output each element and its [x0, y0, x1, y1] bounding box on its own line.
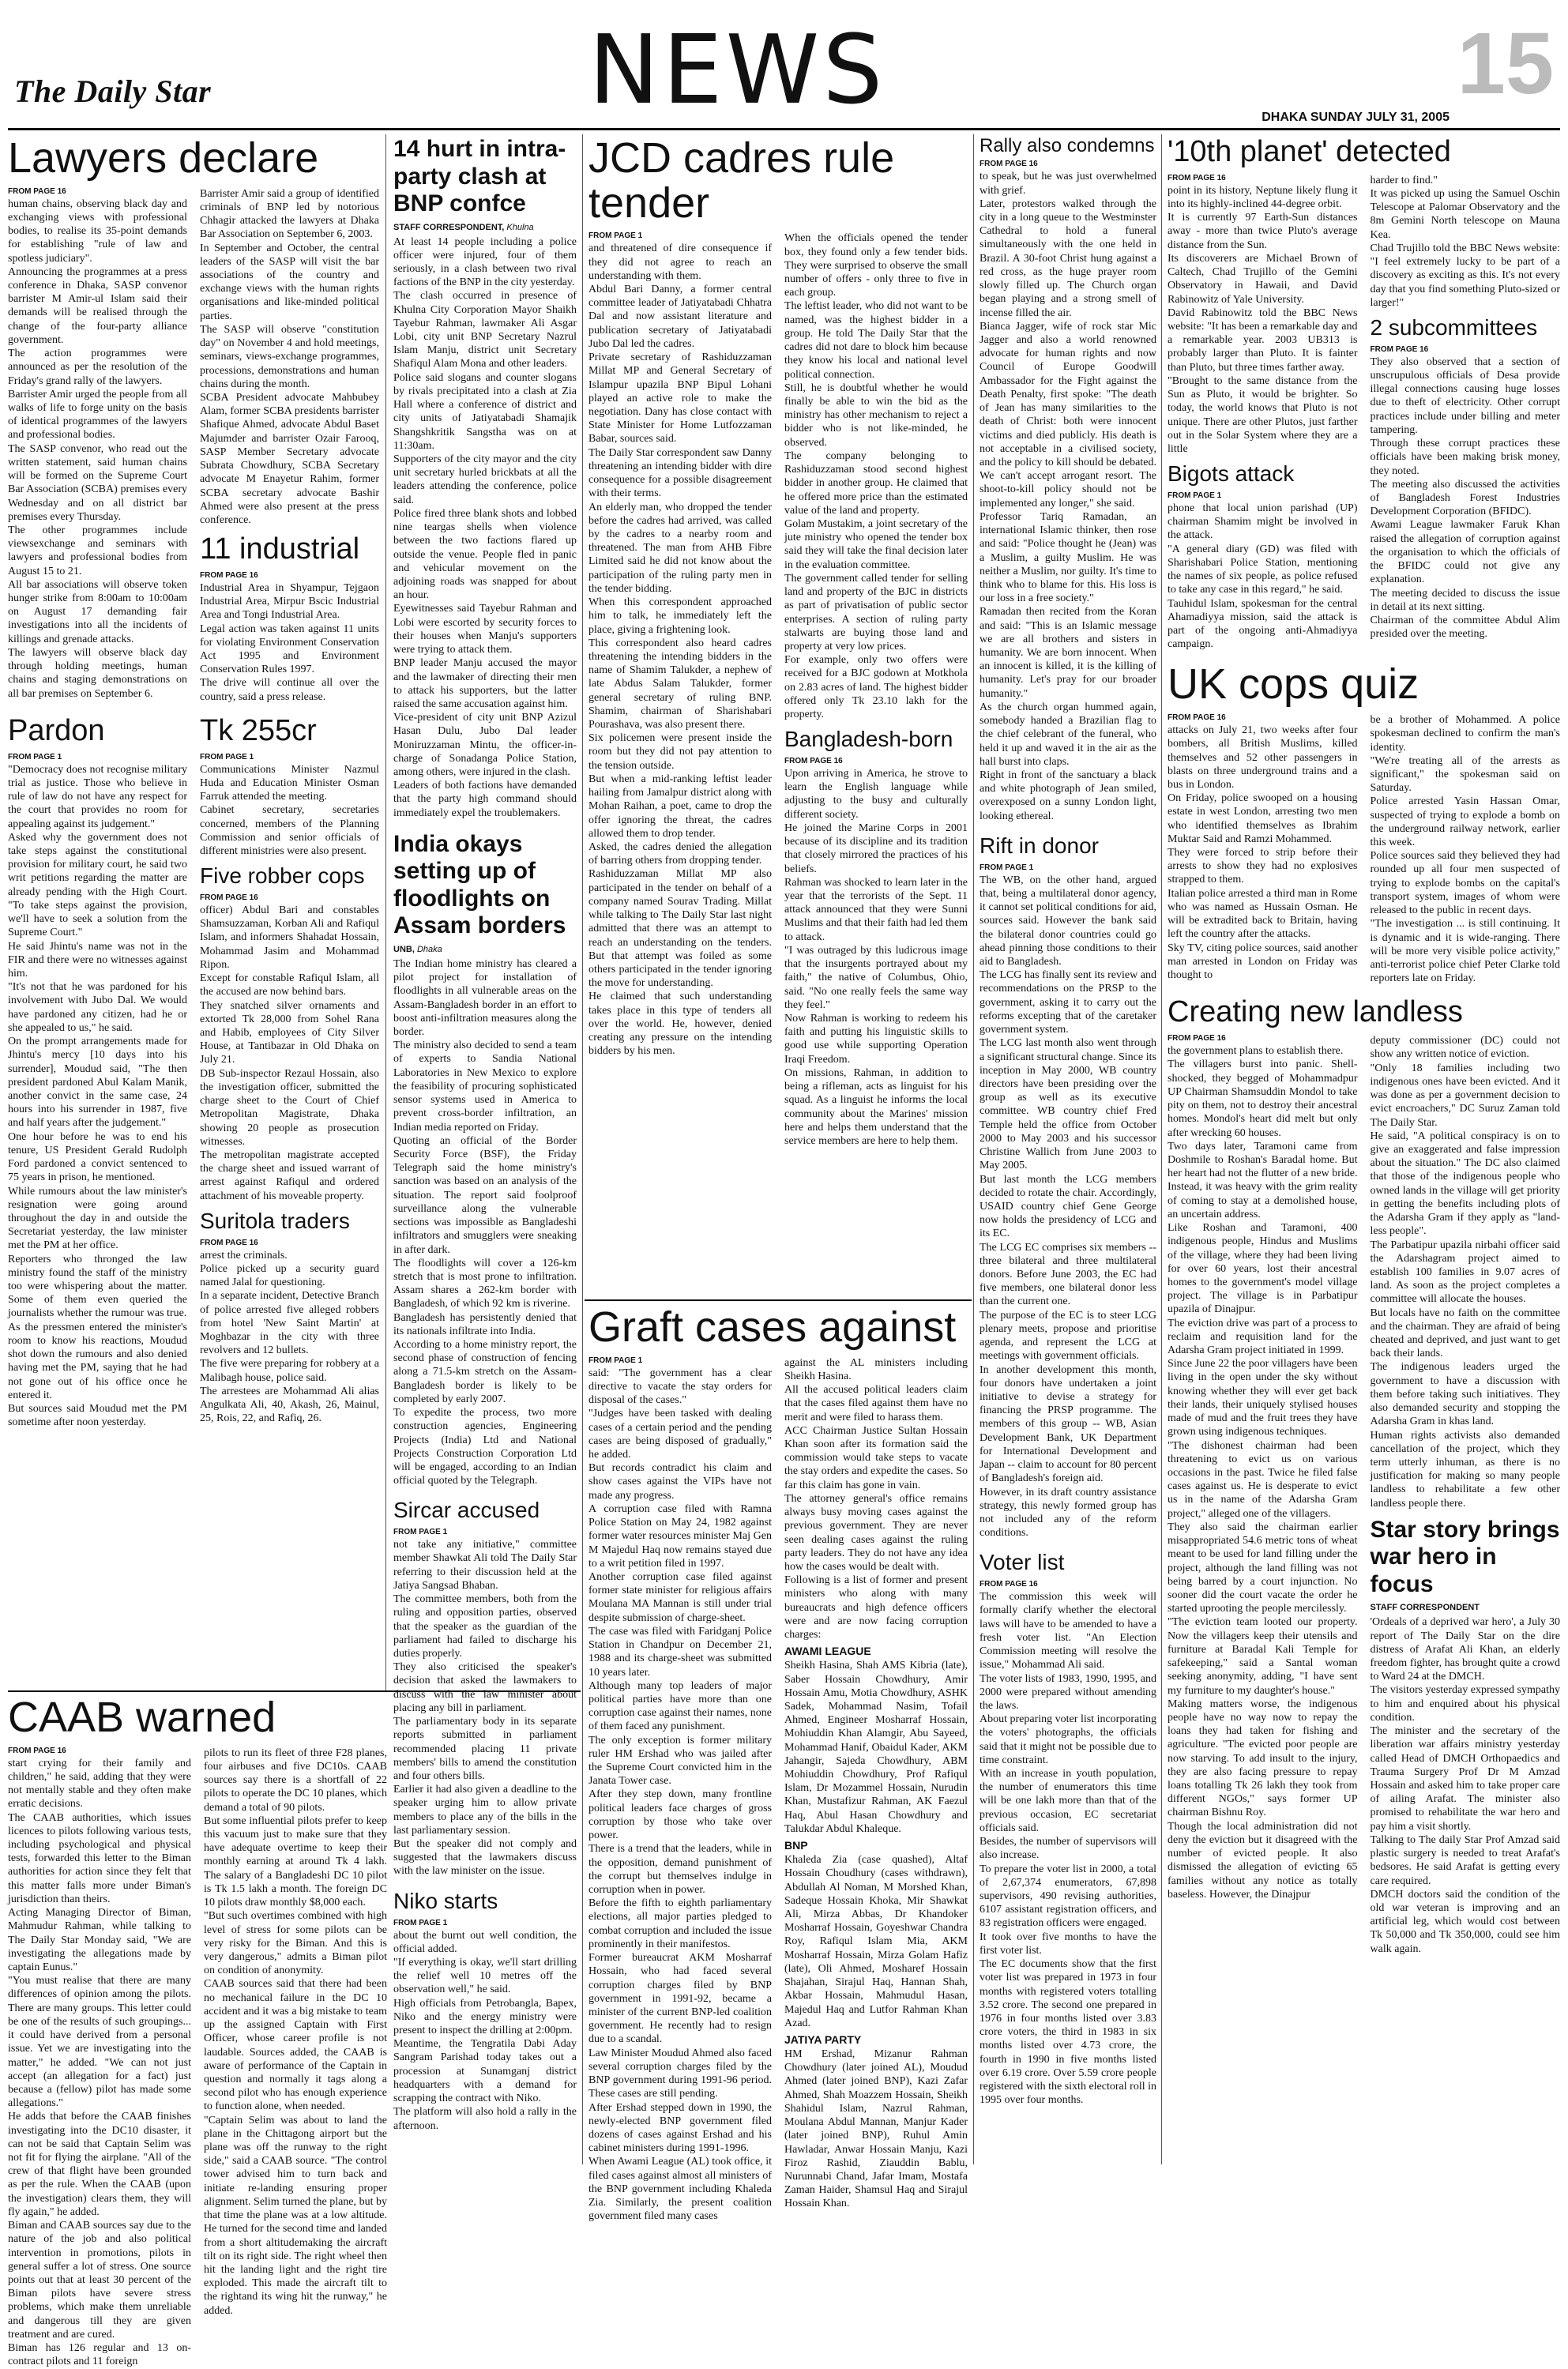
story-text: to speak, but he was just overwhelmed with grief. Later, protestors walked through the city in a long queue to the Westminster Cathedral to hold a funeral simultaneously with the one held in Brazil. A 30-foot Christ hung against a red cross, as the huge prayer room slowly filled up. The Church organ began playing and a strong smell of incense filled the air. Bianca Jagger, wife of rock star Mic Jagger and also a world renowned advocate for human rights and now Council of Europe Goodwill Ambassador for the Fight against the Death Penalty, first spoke: "The death of Jean has many similarities to the death of Christ: both were innocent victims and died publicly. His death is not acceptable in a civilised society, and the policy to kill should be debated. We can't accept arrogant resort. The shoot-to-kill policy should not be implemented any longer," she said. Professor Tariq Ramadan, an international Islamic thinker, then rose and said: "Police thought he (Jean) was a Muslim, a guilty Muslim. He was neither a Muslim, nor guilty. It's time to think who to blame for this. His loss is our loss in a free society." Ramadan then recited from the Koran and said: "This is an Islamic message we are all brothers and sisters in humanity. We are born innocent. When an innocent is killed, it is the killing of humanity. Let's pray for our broader humanity." As the church organ hummed again, somebody handed a Brazilian flag to the chief celebrant of the funeral, who held it up and waved it in the air as the hall burst into claps. Right in front of the sanctuary a black and white photograph of Jean smiled, overexposed on a sunny London light, looking ethereal. [980, 171, 1156, 822]
headline: UK cops quiz [1168, 660, 1419, 709]
story-text: Khaleda Zia (case quashed), Altaf Hossain Choudhury (cases withdrawn), Abdullah Al Noman, M Morshed Khan, Sadeque Hossain Khoka, Mir Shawkat Ali, Mirza Abbas, Dr Khandoker Mosharraf Hossain, Goyeshwar Chandra Roy, Rafiqul Islam Mia, AKM Mosharraf Hossain, Mirza Golam Hafiz (late), Oli Ahmed, Mosharef Hossain Shajahan, Sirajul Haq, Hannan Shah, Akbar Hossain, Mahmudul Hasan, Majedul Haq and Lutfor Rahman Khan Azad. [784, 1854, 968, 2029]
story-column [200, 187, 379, 704]
story-text: "Democracy does not recognise military trial as justice. Those who believe in rule of law do not have any respect for the court that provides no room for appealing against its judgement." Asked why the government does not take steps against the constitutional provision for military court, he said two writ petitions regarding the matter are already pending with the High Court. "To take steps against the provision, we'll have to seek a solution from the Supreme Court." He said Jhintu's name was not in the FIR and there were no witnesses against him. "It's not that he was pardoned for his involvement with Jubo Dal. We would have pardoned any citizen, had he or she appealed to us," he said. On the prompt arrangements made for Jhintu's mercy [10 days into his surrender], Moudud said, "The then president pardoned Abul Kalam Manik, another convict in the same case, 24 hours into his surrender in 1987, five and half years after the judgement." One hour before he was to end his tenure, US President Gerald Rudolph Ford pardoned a convict sentenced to 75 years in prison, he mentioned. While rumours about the law minister's resignation were going around throughout the day in and outside the Secretariat yesterday, the law minister met the PM at her office. Reporters who thronged the law ministry found the staff of the ministry too were whispering about the matter. Some of them even queried the journalists whether the rumour was true. As the pressmen entered the minister's room to know his reactions, Moudud shot down the rumours and also denied having met the PM, saying that he had not gone out of his office once he entered it. But sources said Moudud met the PM sometime after noon yesterday. [8, 763, 187, 1429]
story-10th-planet [1168, 136, 1560, 651]
story-column [8, 1747, 191, 2369]
story-text: about the burnt out well condition, the official added. "If everything is okay, we'll start drilling the relief well 10 metres off the observation well," he said. High officials from Petrobangla, Bapex, Niko and the energy ministry were present to inspect the drilling at 2:00pm. Meantime, the Tengratila Dabi Aday Sangram Parishad today takes out a procession at Sunamganj district headquarters with a demand for scrapping the contract with Niko. The platform will also hold a rally in the afternoon. [393, 1929, 577, 2132]
jump-line: FROM PAGE 16 [980, 160, 1038, 169]
jump-line: FROM PAGE 16 [200, 1238, 258, 1247]
story-rally [980, 136, 1156, 823]
story-column [1168, 1034, 1358, 1956]
column-rule [1161, 134, 1162, 2164]
section-title: NEWS [588, 16, 886, 126]
story-text: Upon arriving in America, he strove to learn the English language while adjusting to the busy and culturally different society. He joined the Marine Corps in 2001 because of its discipline and its tradition that closely mirrored the practices of his beliefs. Rahman was shocked to learn later in the year that the terrorists of the Sept. 11 attack announced that they were Sunni Muslims and that their faith had led them to attack. "I was outraged by this ludicrous image that the insurgents portrayed about my faith," the native of Columbus, Ohio, said. "No one really feels the same way they feel." Now Rahman is working to redeem his faith and putting his linguistic skills to good use while supporting Operation Iraqi Freedom. On missions, Rahman, in addition to being a rifleman, acts as linguist for his squad. As a linguist he informs the local community about the Marines' mission here and helps them understand that the service members are here to help them. [784, 768, 968, 1147]
story-text: The commission this week will formally clarify whether the electoral laws will have to be amended to have a fresh voter list. "An Election Commission meeting will resolve the issue," Mohammad Ali said. The voter lists of 1983, 1990, 1995, and 2000 were prepared without amending the laws. About preparing voter list incorporating the voters' photographs, the officials said that it might not be possible due to time constraint. With an increase in youth population, the number of enumerators this time will be one lakh more than that of the previous occasion, EC secretariat officials said. Besides, the number of supervisors will also increase. To prepare the voter list in 2000, a total of 2,67,374 enumerators, 67,898 supervisors, 490 revising authorities, 6107 assistant registration officers, and 83 registration officers were engaged. It took over five months to have the first voter list. The EC documents show that the first voter list was prepared in 1973 in four months with registered voters totalling 3.52 crore. The second one prepared in 1976 in four months listed over 3.83 crore voters, the third in 1983 in six months listed over 4.73 crore, the fourth in 1990 in five months listed over 6.19 crore. Over 5.59 crore people registered with the sixth electoral roll in 1995 over four months. [980, 1591, 1156, 2107]
story-text: harder to find." It was picked up using the Samuel Oschin Telescope at Palomar Observatory and the 8m Gemini North telescope on Mauna Kea. Chad Trujillo told the BBC News website: "I feel extremely lucky to be part of a discovery as exciting as this. It's not every day that you find something Pluto-sized or larger!" [1370, 174, 1560, 309]
story-column [588, 231, 772, 1148]
headline: '10th planet' detected [1168, 135, 1451, 168]
story-column [200, 715, 379, 1430]
story-text: Communications Minister Nazmul Huda and Education Minister Osman Farruk attended the meeting. Cabinet secretary, secretaries concerned, members of the Planning Commission and senior officials of different ministries were also present. [200, 763, 379, 858]
subhead: AWAMI LEAGUE [784, 1645, 871, 1658]
story-text: point in its history, Neptune likely flung it into its highly-inclined 44-degree orbit. It is currently 97 Earth-Sun distances away - more than twice Pluto's average distance from the Sun. Its discoverers are Michael Brown of Caltech, Chad Trujillo of the Gemini Observatory in Hawaii, and David Rabinowitz of Yale University. David Rabinowitz told the BBC News website: "It has been a remarkable day and a remarkable year. 2003 UB313 is probably larger than Pluto. It is fainter than Pluto, but three times farther away. "Brought to the same distance from the Sun as Pluto, it would be brighter. So today, the world knows that Pluto is not unique. There are other Plutos, just farther out in the Solar System where they are a little [1168, 184, 1358, 455]
story-text: and threatened of dire consequence if they did not agree to reach an understanding with them. Abdul Bari Danny, a former central committee leader of Jatiyatabadi Chhatra Dal and now assistant literature and publication secretary of Jatiyatabadi Jubo Dal led the cadres. Private secretary of Rashiduzzaman Millat MP and General Secretary of Islampur upazila BNP Bipul Lohani played an active role to make the negotiation. Dany has close contact with State Minister for Home Lutfozzaman Babar, sources said. The Daily Star correspondent saw Danny threatening an intending bidder with dire consequence for a possible disagreement with their terms. An elderly man, who dropped the tender before the cadres had arrived, was called by the cadres to a nearby room and threatened. The man from AHB Fibre Limited said he did not know about the participation of the ruling party men in the tender bidding. When this correspondent approached him to talk, he immediately left the place, giving a frightening look. This correspondent also heard cadres threatening the intending bidders in the name of Shamim Talukder, a nephew of late Abdus Salam Talukder, former general secretary of ruling BNP. Shamim, chairman of Sharishabari Pourashava, was also present there. Six policemen were present inside the room but they did not pay attention to the tension outside. But when a mid-ranking leftist leader hailing from Jamalpur district along with Mohan Raihan, a poet, came to drop the offer ignoring the threat, the cadres allowed them to drop tender. Asked, the cadres denied the allegation of barring others from dropping tender. Rashiduzzaman Millat MP also participated in the tender on behalf of a company named Sourav Trading. Millat while talking to The Daily Star last night admitted that there was an attempt to reach an understanding on the tenders. But that attempt was foiled as some others participated in the tender ignoring the move for understanding. He claimed that such understanding takes place in this type of tenders all over the world. He, however, denied creating any pressure on the intending bidders by his men. [588, 243, 772, 1058]
jump-line: FROM PAGE 16 [8, 1746, 66, 1755]
column-rule [582, 134, 583, 2164]
jump-line: FROM PAGE 16 [200, 893, 258, 903]
jump-line: FROM PAGE 16 [1168, 1034, 1226, 1043]
story-niko [393, 1890, 577, 2133]
jump-line: FROM PAGE 16 [1168, 713, 1226, 723]
story-uk-cops [1168, 662, 1560, 985]
story-text: against the AL ministers including Sheikh Hasina. All the accused political leaders claim that the cases filed against them have no merit and were filed to harass them. ACC Chairman Justice Sultan Hossain Khan soon after its formation said the commission would take steps to vacate the stay orders and expedite the cases. So far this claim has gone in vain. The attorney general's office remains always busy moving cases against the previous government. They are never seen dealing cases against the ruling party leaders. They do not have any idea how the cases would be dealt with. Following is a list of former and present ministers who along with many bureaucrats and high defence officers were and are now facing corruption charges: [784, 1356, 968, 1641]
masthead [0, 0, 1568, 134]
story-voter-list [980, 1551, 1156, 2107]
story-lawyers-declare [8, 136, 379, 704]
story-columns [8, 1747, 387, 2369]
jump-line: FROM PAGE 16 [784, 757, 843, 766]
story-text: said: "The government has a clear directive to vacate the stay orders for disposal of the cases." "Judges have been tasked with dealing cases of a certain period and the pending cases are being disposed of gradually," he added. But records contradict his claim and show cases against the VIPs have not made any progress. A corruption case filed with Ramna Police Station on May 24, 1982 against former water resources minister Maj Gen M Majedul Haq now remains stayed due to a writ petition filed in 1997. Another corruption case filed against former state minister for religious affairs Moulana MA Mannan is still under trial despite submission of charge-sheet. The case was filed with Faridganj Police Station in Chandpur on December 21, 1988 and its charge-sheet was submitted 10 years later. Although many top leaders of major political parties have more than one corruption case against their names, none of them faced any punishment. The only exception is former military ruler HM Ershad who was jailed after the Supreme Court convicted him in the Janata Tower case. After they step down, many frontline political leaders face charges of gross corruption by those who take over power. There is a trend that the leaders, while in the opposition, demand punishment of the corrupt but themselves indulge in corruption when in power. Before the fifth to eighth parliamentary elections, all major parties pledged to combat corruption and included the issue prominently in their manifestos. Former bureaucrat AKM Mosharraf Hossain, who had faced several corruption charges filed by BNP government in 1991-92, became a minister of the current BNP-led coalition government. He recently had to resign due to a scandal. Law Minister Moudud Ahmed also faced several corruption charges filed by the BNP government during 1991-96 period. These cases are still pending. After Ershad stepped down in 1990, the newly-elected BNP government filed dozens of cases against Ershad and his cabinet ministers during 1991-1996. When Awami League (AL) took office, it filed cases against almost all ministers of the BNP government including Khaleda Zia. Similarly, the present coalition government filed many cases [588, 1367, 772, 2223]
newspaper-logo: The Daily Star [14, 73, 212, 109]
story-text: the government plans to establish there. The villagers burst into panic. Shell-shocked, they begged of Mohammadpur UP Chairman Shamsuddin Mondol to take pity on them, not to destroy their ancestral homes. Mondol's heart did melt but only after wrecking 60 houses. Two days later, Taramoni came from Doshmile to Roshan's Baradal home. But her heart had not the flutter of a new bride. Instead, it was heavy with the grim reality of coming to stay at a demolished house, an uncertain address. Like Roshan and Taramoni, 400 indigenous people, Hindus and Muslims of the village, where they had been living for over 60 years, lost their ancestral homes to the government's model village project. The village is in Parbatipur upazila of Dinajpur. The eviction drive was part of a process to reclaim and requisition land for the Adarsha Gram project initiated in 1999. Since June 22 the poor villagers have been living in the open under the sky without knowing whether they will ever get back their lands, their uniquely stylised houses made of mud and the fruit trees they have grown using indigenous techniques. "The dishonest chairman had been threatening to evict us on various occasions in the past. Twice he filed false cases against us. He is desperate to evict us in the name of the Adarsha Gram project," alleged one of the villagers. They also said the chairman earlier misappropriated 54.6 metric tons of wheat meant to be used for land filling under the project, although the land filling was not being barred by a court injunction. No sooner did the court vacate the order he started uprooting the people mercilessly. "The eviction team looted our property. Now the villagers keep their utensils and furniture at Baradal Kali Temple for safekeeping," said a Santal woman seeking anonymity, adding, "I have sent my furniture to my daughter's house." Making matters worse, the indigenous people have no way now to repay the loans they had taken for fishing and agriculture. "The evicted poor people are now starving. To add insult to the injury, they are also facing pressure to repay loans totalling Tk 26 lakh they took from different NGOs," says former UP chairman Bishnu Roy. Though the local administration did not deny the eviction but it disagreed with the number of evicted people. It also dismissed the allegation of evicting 65 families without any notice as totally baseless. However, the Dinajpur [1168, 1045, 1358, 1901]
headline: Pardon [8, 713, 105, 747]
headline: JCD cadres rule tender [588, 134, 895, 227]
subhead: JATIYA PARTY [784, 2032, 862, 2046]
story-column [784, 1356, 968, 2224]
story-text: human chains, observing black day and exchanging views with professional bodies, to realise its 35-point demands for establishing "rule of law and spotless judiciary". Announcing the programmes at a press conference in Dhaka, SASP convenor barrister M Amir-ul Islam said their demands will be realised through the change of the four-party alliance government. The action programmes were announced as per the resolution of the Friday's grand rally of the lawyers. Barrister Amir urged the people from all walks of life to forge unity on the basis of identical programmes of the lawyers and professional bodies. The SASP convenor, who read out the written statement, said human chains will be formed on the Supreme Court Bar Association (SCBA) premises every Wednesday and on all district bar premises every Thursday. The other programmes include viewsexchange and seminars with lawyers and professional bodies from August 15 to 21. All bar associations will observe token hunger strike from 8:00am to 10:00am on August 17 demanding fair investigations into all the incidents of killings and grenade attacks. The lawyers will observe black day through holding meetings, human chains and staging demonstrations on all bar premises on September 6. [8, 197, 187, 700]
story-columns [1168, 1034, 1560, 1956]
jump-line: FROM PAGE 1 [200, 752, 254, 761]
story-text: be a brother of Mohammed. A police spokesman declined to confirm the man's identity. "We're treating all of the arrests as significant," the spokesman said on Saturday. Police arrested Yasin Hassan Omar, suspected of trying to explode a bomb on the underground railway network, earlier this week. Police sources said they believed they had rounded up all four men suspected of trying to explode bombs on the capital's transport system, images of whom were released to the public in recent days. "The investigation ... is still continuing. It is dynamic and it is wide-ranging. There will be more very visible police activity," anti-terrorist police chief Peter Clarke told reporters late on Friday. [1370, 714, 1560, 985]
story-text: arrest the criminals. Police picked up a security guard named Jalal for questioning. In a separate incident, Detective Branch of police arrested five alleged robbers from hotel 'New Saint Martin' at Moghbazar in the city with three revolvers and 12 bullets. The five were preparing for robbery at a Malibagh house, police said. The arrestees are Mohammad Ali alias Angulkata Ali, 40, Akash, 26, Mainul, 25, Rois, 22, and Rafiq, 26. [200, 1249, 379, 1425]
byline: STAFF CORRESPONDENT [1370, 1603, 1480, 1613]
story-text: At least 14 people including a police officer were injured, four of them seriously, in a clash between two rival factions of the BNP in the city yesterday. The clash occurred in presence of Khulna City Corporation Mayor Shaikh Tayebur Rahman, lawmaker Ali Asgar Lobi, city unit BNP Secretary Nazrul Islam Manju, district unit Secretary Shafiqul Alam Mona and other leaders. Police said slogans and counter slogans by rivals precipitated into a clash at Zia Hall where a conference of district and city units of Jatiyatabadi Shamajik Shangshkritik Sangstha was on at 11:30am. Supporters of the city mayor and the city unit secretary hurled brickbats at all the leaders attending the conference, police said. Police fired three blank shots and lobbed nine teargas shells when violence between the two factions flared up outside the venue. People fled in panic and vehicular movement on the adjoining roads was snapped for about an hour. Eyewitnesses said Tayebur Rahman and Lobi were escorted by security forces to their houses when Manju's supporters were trying to attack them. BNP leader Manju accused the mayor and the lawmaker of directing their men to attack his supporters, but the latter raised the same accusation against him. Vice-president of city unit BNP Azizul Hasan Dulu, Jubo Dal leader Moniruzzaman Mintu, the officer-in-charge of Sonadanga Police Station, among others, were injured in the clash. Leaders of both factions have demanded that the party high command should immediately expel the troublemakers. [393, 235, 577, 819]
masthead-rule [8, 128, 1560, 130]
story-column [588, 1356, 772, 2224]
jump-line: FROM PAGE 16 [200, 570, 258, 580]
headline: 11 industrial [200, 532, 360, 566]
story-column [8, 187, 187, 704]
story-text: attacks on July 21, two weeks after four bombers, all British Muslims, killed themselves and 52 other passengers in blasts on three underground trains and a bus in London. On Friday, police swooped on a housing estate in west London, arresting two men who identified themselves as Ibrahim Muktar Said and Ramzi Mohammed. They were forced to strip before their arrests to show they had no explosives strapped to them. Italian police arrested a third man in Rome who was named as Hussain Osman. He will be extradited back to Britain, having left the country after the attacks. Sky TV, citing police sources, said another man arrested in London on Friday was thought to [1168, 724, 1358, 981]
headline: Creating new landless [1168, 995, 1463, 1029]
story-rift-donor [980, 834, 1156, 1540]
story-jcd-cadres [588, 136, 968, 1297]
headline: Graft cases against [588, 1303, 957, 1351]
headline: Voter list [980, 1550, 1065, 1575]
story-text: HM Ershad, Mizanur Rahman Chowdhury (later joined AL), Moudud Ahmed (later joined BNP), Kazi Zafar Ahmed, Shah Moazzem Hossain, Sheikh Shahidul Islam, Nazrul Rahman, Moulana Abdul Mannan, Manjur Kader (later joined BNP), Ruhul Amin Hawladar, Anwar Hossain Manju, Kazi Firoz Rashid, Ziauddin Bablu, Nurunnabi Chand, Jafar Imam, Mostafa Zaman Haider, Shamsul Haq and Sirajul Hossain Khan. [784, 2047, 968, 2210]
story-column [204, 1747, 387, 2369]
headline: Niko starts [393, 1888, 498, 1913]
column-rule [973, 134, 974, 2164]
story-column [784, 231, 968, 1148]
story-columns [588, 1356, 968, 2224]
headline: Tk 255cr [200, 713, 317, 747]
story-text: 'Ordeals of a deprived war hero', a July 30 report of The Daily Star on the dire distress of Arafat Ali Khan, an elderly freedom fighter, has brought quite a crowd to Ward 24 at the DMCH. The visitors yesterday expressed sympathy to him and enquired about his physical condition. The minister and the secretary of the liberation war affairs ministry yesterday called Head of DMCH Orthopaedics and Trauma Surgery Prof Dr M Amzad Hossain and asked him to take proper care of ailing Arafat. The minister also promised to rehabilitate the war hero and pay him a visit shortly. Talking to The daily Star Prof Amzad said plastic surgery is needed to treat Arafat's bedsores. He said Arafat is getting every care required. DMCH doctors said the condition of the old war veteran is improving and an artificial leg, which would cost between Tk 50,000 and Tk 350,000, could see him walk again. [1370, 1616, 1560, 1955]
headline: 2 subcommittees [1370, 314, 1538, 340]
column-rule [385, 134, 386, 1690]
story-caab-warned [8, 1694, 387, 2368]
story-text: Sheikh Hasina, Shah AMS Kibria (late), Saber Hossain Chowdhury, Amir Hossain Amu, Motia Chowdhury, ASHK Sadek, Mohammad Nasim, Tofail Ahmed, Engineer Mosharraf Hossain, Mohiuddin Khan Alamgir, Abu Sayeed, Mohammad Hanif, Obaidul Kader, AKM Jahangir, Sajeda Chowdhury, ABM Mohiuddin Chowdhury, Prof Rafiqul Islam, Dr Mozammel Hossain, Nurudin Khan, Mustafizur Rahman, AK Faezul Haq, Abul Hasan Chowdhury and Talukdar Abdul Khaleque. [784, 1660, 968, 1835]
headline: Bigots attack [1168, 461, 1295, 487]
story-text: not take any initiative," committee member Shawkat Ali told The Daily Star referring to their discussion held at the Jatiya Sangsad Bhaban. The committee members, both from the ruling and opposition parties, observed that the speaker as the guardian of the parliament had failed to discharge his duties properly. They also criticised the speaker's decision that asked the lawmakers to discuss with the law minister about placing any bill in parliament. The parliamentary body in its separate reports submitted in parliament recommended placing 11 private members' bills to amend the constitution and four others bills. Earlier it had also given a deadline to the speaker urging him to allow private members to place any of the bills in the last parliamentary session. But the speaker did not comply and suggested that the lawmakers discuss with the law minister on the issue. [393, 1539, 577, 1878]
story-sircar [393, 1498, 577, 1878]
jump-line: FROM PAGE 16 [1168, 173, 1226, 182]
headline: Star story brings war hero in focus [1370, 1516, 1560, 1597]
headline: India okays setting up of floodlights on Assam borders [393, 830, 566, 939]
story-floodlights [393, 831, 577, 1488]
jump-line: FROM PAGE 1 [8, 752, 62, 761]
headline: 14 hurt in intra-party clash at BNP confce [393, 136, 566, 216]
column-second [393, 136, 577, 2158]
story-column [1371, 1034, 1561, 1956]
jump-line: FROM PAGE 1 [393, 1528, 448, 1537]
page-number: 15 [1457, 15, 1554, 112]
jump-line: FROM PAGE 1 [393, 1918, 448, 1927]
jump-line: FROM PAGE 1 [588, 1356, 643, 1365]
story-columns [8, 187, 379, 704]
jump-line: FROM PAGE 16 [980, 1580, 1038, 1589]
story-column [1371, 174, 1561, 652]
headline: Suritola traders [200, 1208, 350, 1233]
story-text: Industrial Area in Shyampur, Tejgaon Industrial Area, Mirpur Bscic Industrial Area and Tongi Industrial Area. Legal action was taken against 11 units for violating Environment Conservation Act 1995 and Environment Conservation Rules 1997. The drive will continue all over the country, said a press release. [200, 581, 379, 703]
story-graft-cases [588, 1303, 968, 2223]
jump-line: FROM PAGE 1 [588, 231, 643, 241]
headline: Rally also condemns [980, 135, 1155, 156]
story-intraparty-clash [393, 136, 577, 820]
headline: Five robber cops [200, 863, 365, 889]
story-text: They also observed that a section of unscrupulous officials of Desa provide illegal connections causing huge losses due to theft of electricity. Other corrupt practices include under billing and meter tampering. Through these corrupt practices these officials have been making brisk money, they noted. The meeting also discussed the activities of Bangladesh Forest Industries Development Corporation (BFIDC). Awami League lawmaker Faruk Khan raised the allegation of corruption against the organisation to which the officials of the BFIDC could not give any explanation. The meeting decided to discuss the issue in detail at its next sitting. Chairman of the committee Abdul Alim presided over the meeting. [1370, 355, 1560, 641]
headline: Sircar accused [393, 1498, 540, 1523]
dateline: DHAKA SUNDAY JULY 31, 2005 [1262, 111, 1450, 124]
story-columns [8, 715, 379, 1430]
headline: Rift in donor [980, 833, 1099, 858]
story-column [1168, 713, 1358, 985]
story-text: deputy commissioner (DC) could not show any written notice of eviction. "Only 18 families including two indigenous ones have been evicted. And it was done as per a government decision to evict encroachers," DC Suruz Zaman told The Daily Star. He said, "A political conspiracy is on to give an exaggerated and false impression about the situation." The DC also claimed that those of the indigenous people who owned lands in the village will get priority in getting the benefits including plots of the Adarsha Gram if they apply as "land-less people". The Parbatipur upazila nirbahi officer said the Adarshagram project aimed to establish 100 families in 9.07 acres of land. As soon as the project completes a committee will allocate the houses. But locals have no faith on the committee and the chairman. They are afraid of being cheated and deprived, and just want to get back their lands. The indigenous leaders urged the government to have a discussion with them before taking such initiatives. They also demanded security and stopping the Adarsha Gram in khas land. Human rights activists also demanded cancellation of the project, which they term utterly inhuman, as there is no justification for making so many people landless to rehabilitate a few other landless people there. [1370, 1035, 1560, 1510]
column-fourth [980, 136, 1156, 2158]
subhead: BNP [784, 1839, 808, 1852]
jump-line: FROM PAGE 16 [8, 186, 66, 196]
column-left [8, 136, 379, 1684]
jump-line: FROM PAGE 16 [1370, 344, 1429, 354]
jump-line: FROM PAGE 1 [980, 863, 1034, 872]
story-columns [588, 231, 968, 1148]
story-column [1168, 174, 1358, 652]
story-text: officer) Abdul Bari and constables Shamsuzzaman, Korban Ali and Rafiqul Islam, and informers Shahadat Hossain, Mohammad Jasim and Mohammad Ripon. Except for constable Rafiqul Islam, all the accused are now behind bars. They snatched silver ornaments and extorted Tk 28,000 from Sohel Rana and Habib, employees of City Silver House, at Tantibazar in Old Dhaka on July 21. DB Sub-inspector Rezaul Hossain, also the investigation officer, submitted the charge sheet to the Court of Chief Metropolitan Magistrate, Dhaka showing 20 people as prosecution witnesses. The metropolitan magistrate accepted the charge sheet and issued warrant of arrest against Rafiqul and ordered attachment of his moveable property. [200, 904, 379, 1202]
section-rule [585, 1299, 972, 1301]
story-column [1371, 713, 1561, 985]
story-columns [1168, 713, 1560, 985]
headline: Lawyers declare [8, 134, 319, 182]
story-pardon [8, 715, 187, 1430]
headline: CAAB warned [8, 1694, 276, 1741]
story-text: start crying for their family and children," he said, adding that they were not mentally stable and they often make erratic decisions. The CAAB authorities, which issues licences to pilots following various tests, including psychological and physical tests, forwarded this letter to the Biman authorities for action since they felt that this matter falls more under Biman's jurisdiction than theirs. Acting Managing Director of Biman, Mahmudur Rahman, while talking to The Daily Star Monday said, "We are investigating the allegations made by captain Eunus." "You must realise that there are many differences of opinion among the pilots. There are many groups. This letter could be one of the results of such groupings... it could have derived from a personal issue. Yet we are investigating into the matter," he added. "We can not just accept (an allegation for a fact) just because a (fellow) pilot has made some allegations." He adds that before the CAAB finishes investigating into the DC10 disaster, it can not be said that Captain Selim was not fit for flying the airplane. "All of the crew of that flight have been grounded as per the rule. When the CAAB (upon the investigation) clears them, they will fly again," he added. Biman and CAAB sources say due to the nature of the job and also political intervention in promotions, pilots in general suffer a lot of stress. One source points out that at least 30 percent of the Biman pilots have severe stress problems, which make them unreliable and dangerous till they are given treatment and are cured. Biman has 126 regular and 13 on-contract pilots and 11 foreign [8, 1757, 191, 2368]
headline: Bangladesh-born [784, 727, 953, 752]
story-text: The WB, on the other hand, argued that, being a multilateral donor agency, it cannot set political conditions for aid, sources said. However the bank said the bilateral donor countries could go ahead pinning those conditions to their aid to Bangladesh. The LCG has finally sent its review and recommendations on the PRSP to the government, asking it to carry out the reforms excepting that of the caretaker government system. The LCG last month also went through a significant structural change. Since its inception in May 2000, WB country directors have been presiding over the group as well as its executive committee. WB country chief Fred Temple held the office from October 2000 to May 2003 and his successor Christine Wallich from June 2003 to May 2005. But last month the LCG members decided to rotate the chair. Accordingly, USAID country chief Gene George now holds the presidency of LCG and its EC. The LCG EC comprises six members -- three bilateral and three multilateral donors. Before June 2003, the EC had five members, one bilateral donor less than the current one. The purpose of the EC is to steer LCG plenary meets, propose and prioritise agenda, and represent the LCG at meetings with government officials. In another development this month, four donors have undertaken a joint initiative to devise a strategy for financing the PRSP programme. The members of this group -- WB, Asian Development Bank, UK Department for International Development and Japan -- claim to account for 80 percent of Bangladesh's foreign aid. However, in its draft country assistance strategy, this newly formed group has not included any of the reform conditions. [980, 874, 1156, 1540]
byline: UNB, Dhaka [393, 944, 442, 954]
story-text: When the officials opened the tender box, they found only a few tender bids. They were surprised to observe the small number of offers - only three to five in each group. The leftist leader, who did not want to be named, was the highest bidder in a group. He told The Daily Star that the cadres did not dare to block him because they know his local and national level political connection. Still, he is doubtful whether he would finally be able to win the bid as the ministry has other mechanism to reject a bidder who is not like-minded, he observed. The company belonging to Rashiduzzaman stood second highest bidder in another group. He claimed that he offered more price than the estimated value of the land and property. Golam Mustakim, a joint secretary of the jute ministry who opened the tender box said they will take the final decision later in the evaluation committee. The government called tender for selling land and property of the BJC in districts as part of privatisation of public sector enterprises. A section of ruling party stalwarts are buying those land and property at very low prices. For example, only two offers were received for a BJC godown at Motkhola on 2.83 acres of land. The highest bidder offered only Tk 23.10 lakh for the property. [784, 232, 968, 721]
story-text: Barrister Amir said a group of identified criminals of BNP led by notorious Chhagir attacked the lawyers at Dhaka Bar Association on September 6, 2003. In September and October, the central leaders of the SASP will visit the bar associations of the country and exchange views with the human rights organisations and like-minded political parties. The SASP will observe "constitution day" on November 4 and hold meetings, seminars, views-exchange programmes, processions, demonstrations and human chains during the month. SCBA President advocate Mahbubey Alam, former SCBA presidents barrister Shafique Ahmed, advocate Abdul Baset Majumder and barrister Ozair Farooq, SASP Member Secretary advocate Subrata Chowdhury, SCBA Secretary advocate M Enayetur Rahim, former SCBA secretary advocate Bashir Ahmed were also present at the press conference. [200, 187, 379, 526]
byline: STAFF CORRESPONDENT, Khulna [393, 222, 534, 232]
story-columns [1168, 174, 1560, 652]
story-text: phone that local union parishad (UP) chairman Shamim might be involved in the attack. "A general diary (GD) was filed with Sharishabari Police Station, mentioning the names of six people, as police refused to take any case in this regard," he said. Tauhidul Islam, spokesman for the central Ahamadiyya mission, said the attack is part of the ongoing anti-Ahmadiyya campaign. [1168, 502, 1358, 651]
jump-line: FROM PAGE 1 [1168, 491, 1222, 500]
story-text: pilots to run its fleet of three F28 planes, four airbuses and five DC10s. CAAB sources say there is a shortfall of 22 pilots to operate the DC 10 planes, which demand a total of 90 pilots. But some influential pilots prefer to keep this vacuum just to make sure that they have adequate overtime to keep their monthly earning at around Tk 4 lakh. The salary of a Bangladeshi DC 10 pilot is Tk 1.5 lakh a month. The foreign DC 10 pilots draw monthly $8,000 each. "But such overtimes combined with high level of stress for some pilots can be very risky for the Biman. And this is very dangerous," admits a Biman pilot on condition of anonymity. CAAB sources said that there had been no mechanical failure in the DC 10 accident and it was a big mistake to team up the assigned Captain with First Officer, whose career profile is not laudable. Sources added, the CAAB is aware of performance of the Captain in question and normally it tags along a second pilot who has enough experience to function alone, when needed. "Captain Selim was about to land the plane in the Chittagong airport but the plane was off the runway to the right side," said a CAAB source. "The control tower advised him to turn back and initiate re-landing ensuring proper alignment. Selim turned the plane, but by that time the plane was at a low altitude. He turned for the second time and landed from a short altitudemaking the aircraft tilt on its right side. The right wheel then hit the landing light and the right tire exploded. This made the aircraft tilt to the rightand its wing hit the runway," he added. [204, 1747, 387, 2317]
story-text: The Indian home ministry has cleared a pilot project for installation of floodlights in all vulnerable areas on the Assam-Bangladesh border in an effort to boost anti-infiltration measures along the border. The ministry also decided to send a team of experts to Sandia National Laboratories in New Mexico to explore the feasibility of procuring sophisticated sensor systems used in America to prevent cross-border infiltration, an Indian media reported on Friday. Quoting an official of the Border Security Force (BSF), the Friday Telegraph said the home ministry's sanction was based on an analysis of the situation. The report said foolproof surveillance along the vulnerable sections was impossible as Bangladeshi infiltrators and smugglers were sneaking in after dark. The floodlights will cover a 126-km stretch that is most prone to infiltration. Assam shares a 262-km border with Bangladesh, of which 92 km is riverine. Bangladesh has persistently denied that its nationals infiltrate into India. According to a home ministry report, the second phase of construction of fencing along a 71.5-km stretch on the Assam-Bangladesh border is likely to be completed by early 2007. To expedite the process, two more construction agencies, Engineering Projects (India) Ltd and National Projects Construction Corporation Ltd will be engaged, according to an Indian official quoted by the Telegraph. [393, 957, 577, 1487]
column-right [1168, 136, 1560, 2158]
story-creating-landless [1168, 996, 1560, 1955]
